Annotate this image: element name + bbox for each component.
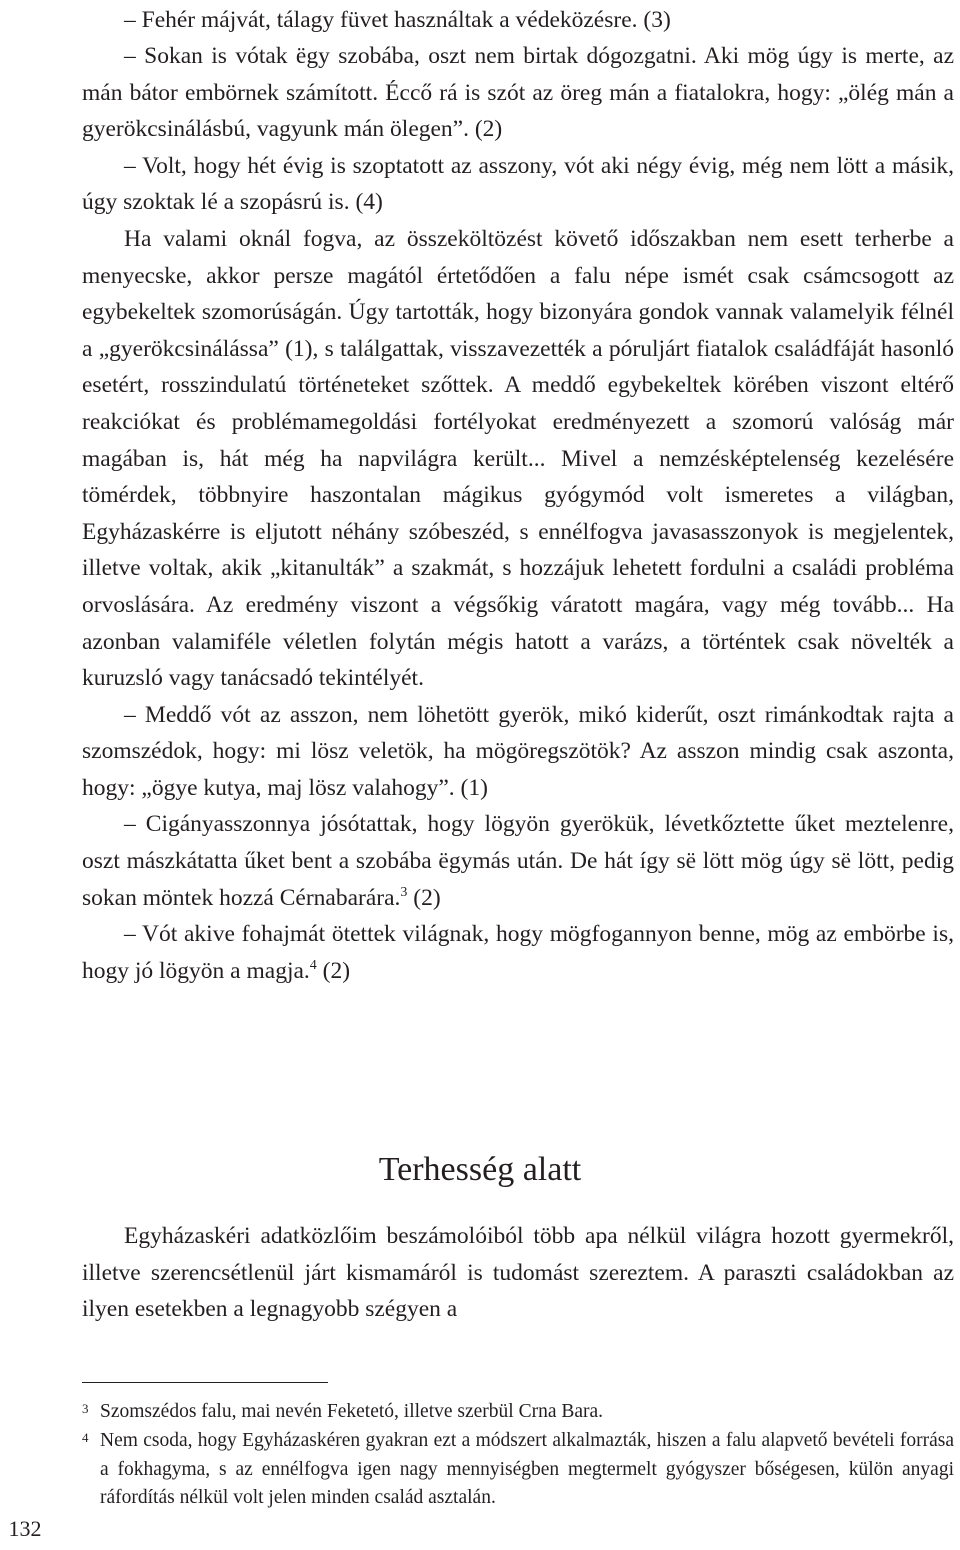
- page-number: 132: [8, 1516, 42, 1541]
- quote-paragraph: [82, 806, 954, 916]
- paragraph-line-1: [82, 2, 954, 39]
- footnote-number: 3: [82, 1401, 89, 1416]
- quote-paragraph: – Sokan is vótak ëgy szobába, oszt nem birtak dógozgatni. Aki mög úgy is merte, az mán bátor embörnek számított. Éccő rá is szót az öreg mán a fiatalokra, hogy: „ölég mán a gyerökcsinálásbú, vagyunk mán ölegen”. (2): [82, 43, 954, 143]
- quote-paragraph: [82, 916, 954, 989]
- paragraph-source: (2): [407, 884, 441, 911]
- quote-paragraph: – Fehér májvát, tálagy füvet használtak a védeközésre. (3): [124, 7, 671, 33]
- quote-paragraph: – Volt, hogy hét évig is szoptatott az asszony, vót aki négy évig, még nem lött a másik, úgy szoktak lé a szopásrú is. (4): [82, 152, 954, 216]
- section-text-block: [82, 1218, 954, 1328]
- quote-paragraph: – Meddő vót az asszon, nem löhetött gyerök, mikó kiderűt, oszt rimánkodtak rajta a szomszédok, hogy: mi lösz veletök, ha mögöregszötök? Az asszon mindig csak aszonta, hogy: „ögye kutya, maj lösz valahogy”. (1): [82, 701, 954, 801]
- paragraph-source: (2): [316, 957, 351, 984]
- footnote-number: 4: [82, 1429, 89, 1445]
- footnote-reference[interactable]: 4: [309, 957, 317, 973]
- footnote-text: Nem csoda, hogy Egyházaskéren gyakran ezt a módszert alkalmazták, hiszen a falu alapvető bevételi forrása a fokhagyma, s az ennélfogva igen nagy mennyiségben megtermelt gyógyszer bőségesen, külön anyagi ráfordítás nélkül volt jelen minden család asztalán.: [100, 1429, 954, 1509]
- footnotes: [82, 1398, 954, 1513]
- footnote-reference[interactable]: 3: [400, 884, 408, 900]
- main-text-block: [82, 38, 954, 989]
- body-paragraph: Ha valami oknál fogva, az összeköltözést követő időszakban nem esett terherbe a menyecske, akkor persze magától értetődően a falu népe ismét csak csámcsogott az egybekeltek szomorúságán. Úgy tartották, hogy bizonyára gondok vannak valamelyik félnél a „gyerökcsinálássa” (1), s találgattak, visszavezették a póruljárt fiatalok családfáját hasonló esetért, rosszindulatú történeteket szőttek. A meddő egybekeltek körében viszont eltérő reakciókat és problémamegoldási fortélyokat eredményezett a szomorú valóság már magában is, hát még ha napvilágra került... Mivel a nemzésképtelenség kezelésére tömérdek, többnyire haszontalan mágikus gyógymód volt ismeretes a világban, Egyházaskérre is eljutott néhány szóbeszéd, s ennélfogva javasasszonyok is megjelentek, illetve voltak, akik „kitanulták” a szakmát, s hozzájuk lehetett fordulni a családi probléma orvoslására. Az eredmény viszont a végsőkig váratott magára, vagy még tovább... Ha azonban valamiféle véletlen folytán mégis hatott a varázs, a történtek csak növelték a kuruzsló vagy tanácsadó tekintélyét.: [82, 225, 954, 692]
- body-paragraph: Egyházaskéri adatközlőim beszámolóiból több apa nélkül világra hozott gyermekről, illetve szerencsétlenül járt kismamáról is tudomást szereztem. A paraszti családokban az ilyen esetekben a legnagyobb szégyen a: [82, 1223, 954, 1323]
- paragraph-text: – Vót akive fohajmát ötettek világnak, hogy mögfogannyon benne, mög az embörbe is, hogy jó lögyön a magja.: [82, 921, 954, 984]
- footnote: [82, 1398, 954, 1427]
- footnote-divider: [82, 1382, 328, 1383]
- paragraph-text: – Cigányasszonnya jósótattak, hogy lögyön gyerökük, lévetkőztette űket meztelenre, oszt mászkátatta űket bent a szobába ëgymás után. De hát így së lött mög úgy së lött, pedig sokan möntek hozzá Cérnabarára.: [82, 811, 954, 911]
- footnote: [82, 1427, 954, 1513]
- footnote-text: Szomszédos falu, mai nevén Feketetó, illetve szerbül Crna Bara.: [100, 1401, 604, 1422]
- section-heading: Terhesség alatt: [378, 1151, 582, 1188]
